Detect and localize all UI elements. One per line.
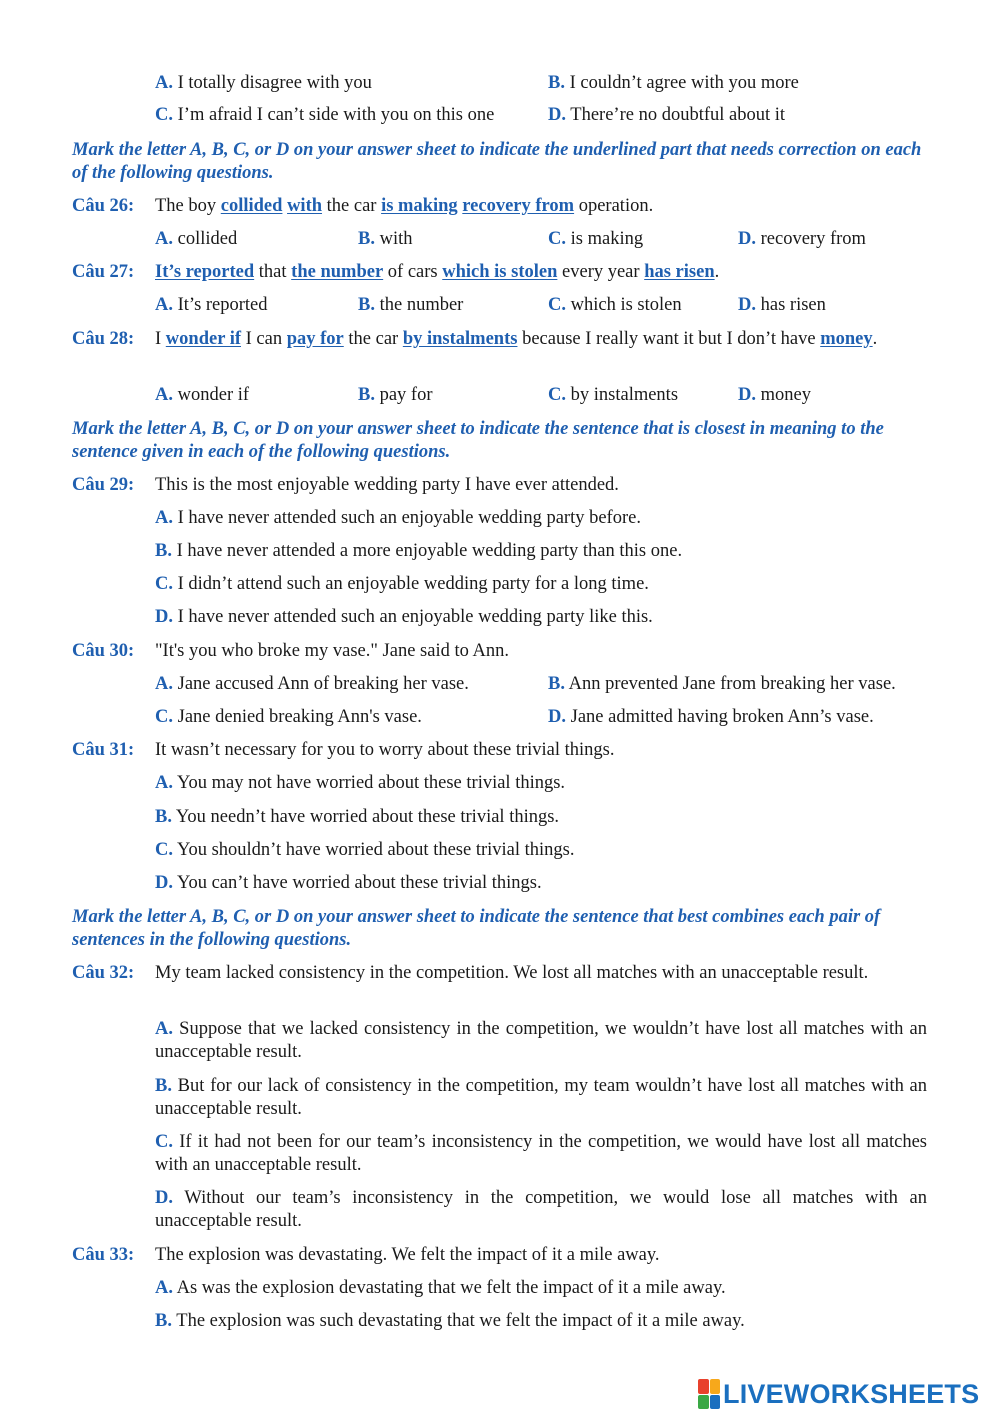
q27-option-c[interactable]: C. which is stolen bbox=[548, 295, 682, 315]
q32-option-a[interactable]: A. Suppose that we lacked consistency in the competition, we wouldn’t have lost all matches with an unacceptable result. bbox=[155, 1019, 928, 1062]
underlined-part-b: with bbox=[287, 196, 323, 216]
question-sentence: It’s reported that the number of cars which is stolen every year has risen. bbox=[155, 262, 720, 282]
question-sentence: I wonder if I can pay for the car by instalments because I really want it but I don’t have money. bbox=[155, 329, 878, 349]
question-sentence: The explosion was devastating. We felt the impact of it a mile away. bbox=[155, 1245, 660, 1265]
instruction-closest-meaning: Mark the letter A, B, C, or D on your answer sheet to indicate the sentence that is closest in meaning to the sentence given in each of the following questions. bbox=[72, 419, 884, 462]
liveworksheets-logo-text: LIVEWORKSHEETS bbox=[723, 1378, 980, 1409]
q28-option-d[interactable]: D. money bbox=[738, 385, 811, 405]
question-sentence: My team lacked consistency in the competition. We lost all matches with an unacceptable result. bbox=[155, 963, 869, 983]
q30-option-b[interactable]: B. Ann prevented Jane from breaking her vase. bbox=[548, 674, 896, 694]
q27-option-a[interactable]: A. It’s reported bbox=[155, 295, 268, 315]
underlined-part-a: collided bbox=[220, 196, 283, 216]
question-number: Câu 28: bbox=[72, 329, 135, 349]
question-number: Câu 31: bbox=[72, 740, 135, 760]
q32-option-b[interactable]: B. But for our lack of consistency in the competition, my team wouldn’t have lost all matches with an unacceptable result. bbox=[155, 1076, 927, 1119]
instruction-error-identification: Mark the letter A, B, C, or D on your answer sheet to indicate the underlined part that needs correction on each of the following questions. bbox=[72, 140, 922, 183]
q25-option-c[interactable]: C. I’m afraid I can’t side with you on this one bbox=[155, 105, 495, 125]
q30-option-a[interactable]: A. Jane accused Ann of breaking her vase. bbox=[155, 674, 469, 694]
question-sentence: "It's you who broke my vase." Jane said to Ann. bbox=[155, 641, 509, 661]
q32-option-c[interactable]: C. If it had not been for our team’s inconsistency in the competition, we would have lost all matches with an unacceptable result. bbox=[155, 1132, 928, 1175]
underlined-part-a: It’s reported bbox=[155, 262, 255, 282]
q30-option-c[interactable]: C. Jane denied breaking Ann's vase. bbox=[155, 707, 422, 727]
q28-option-c[interactable]: C. by instalments bbox=[548, 385, 679, 405]
question-number: Câu 33: bbox=[72, 1245, 135, 1265]
q26-option-b[interactable]: B. with bbox=[358, 229, 413, 249]
question-number: Câu 32: bbox=[72, 963, 135, 983]
q25-option-b[interactable]: B. I couldn’t agree with you more bbox=[548, 73, 799, 93]
q26-option-d[interactable]: D. recovery from bbox=[738, 229, 866, 249]
question-number: Câu 30: bbox=[72, 641, 135, 661]
underlined-part-b: pay for bbox=[286, 329, 344, 349]
q26-option-a[interactable]: A. collided bbox=[155, 229, 238, 249]
question-sentence: This is the most enjoyable wedding party I have ever attended. bbox=[155, 475, 619, 495]
q26-option-c[interactable]: C. is making bbox=[548, 229, 644, 249]
underlined-part-a: wonder if bbox=[165, 329, 241, 349]
q25-option-d[interactable]: D. There’re no doubtful about it bbox=[548, 105, 786, 125]
liveworksheets-logo[interactable] bbox=[698, 1376, 979, 1412]
instruction-sentence-combination: Mark the letter A, B, C, or D on your answer sheet to indicate the sentence that best combines each pair of sentences in the following questions. bbox=[72, 907, 881, 950]
underlined-part-c: is making bbox=[381, 196, 458, 216]
q27-option-b[interactable]: B. the number bbox=[358, 295, 464, 315]
q25-option-a[interactable]: A. I totally disagree with you bbox=[155, 73, 372, 93]
question-sentence: It wasn’t necessary for you to worry about these trivial things. bbox=[155, 740, 615, 760]
underlined-part-d: has risen bbox=[644, 262, 715, 282]
underlined-part-c: which is stolen bbox=[442, 262, 558, 282]
q30-option-d[interactable]: D. Jane admitted having broken Ann’s vase. bbox=[548, 707, 874, 727]
question-number: Câu 27: bbox=[72, 262, 135, 282]
underlined-part-b: the number bbox=[291, 262, 384, 282]
question-number: Câu 26: bbox=[72, 196, 135, 216]
underlined-part-c: by instalments bbox=[402, 329, 518, 349]
q28-option-a[interactable]: A. wonder if bbox=[155, 385, 250, 405]
question-sentence: The boy collided with the car is making recovery from operation. bbox=[155, 196, 654, 216]
question-number: Câu 29: bbox=[72, 475, 135, 495]
q28-option-b[interactable]: B. pay for bbox=[358, 385, 433, 405]
liveworksheets-logo-icon bbox=[698, 1379, 720, 1409]
underlined-part-d: recovery from bbox=[462, 196, 575, 216]
underlined-part-d: money bbox=[820, 329, 873, 349]
q32-option-d[interactable]: D. Without our team’s inconsistency in the competition, we would lose all matches with an unacceptable result. bbox=[155, 1188, 928, 1231]
q27-option-d[interactable]: D. has risen bbox=[738, 295, 826, 315]
